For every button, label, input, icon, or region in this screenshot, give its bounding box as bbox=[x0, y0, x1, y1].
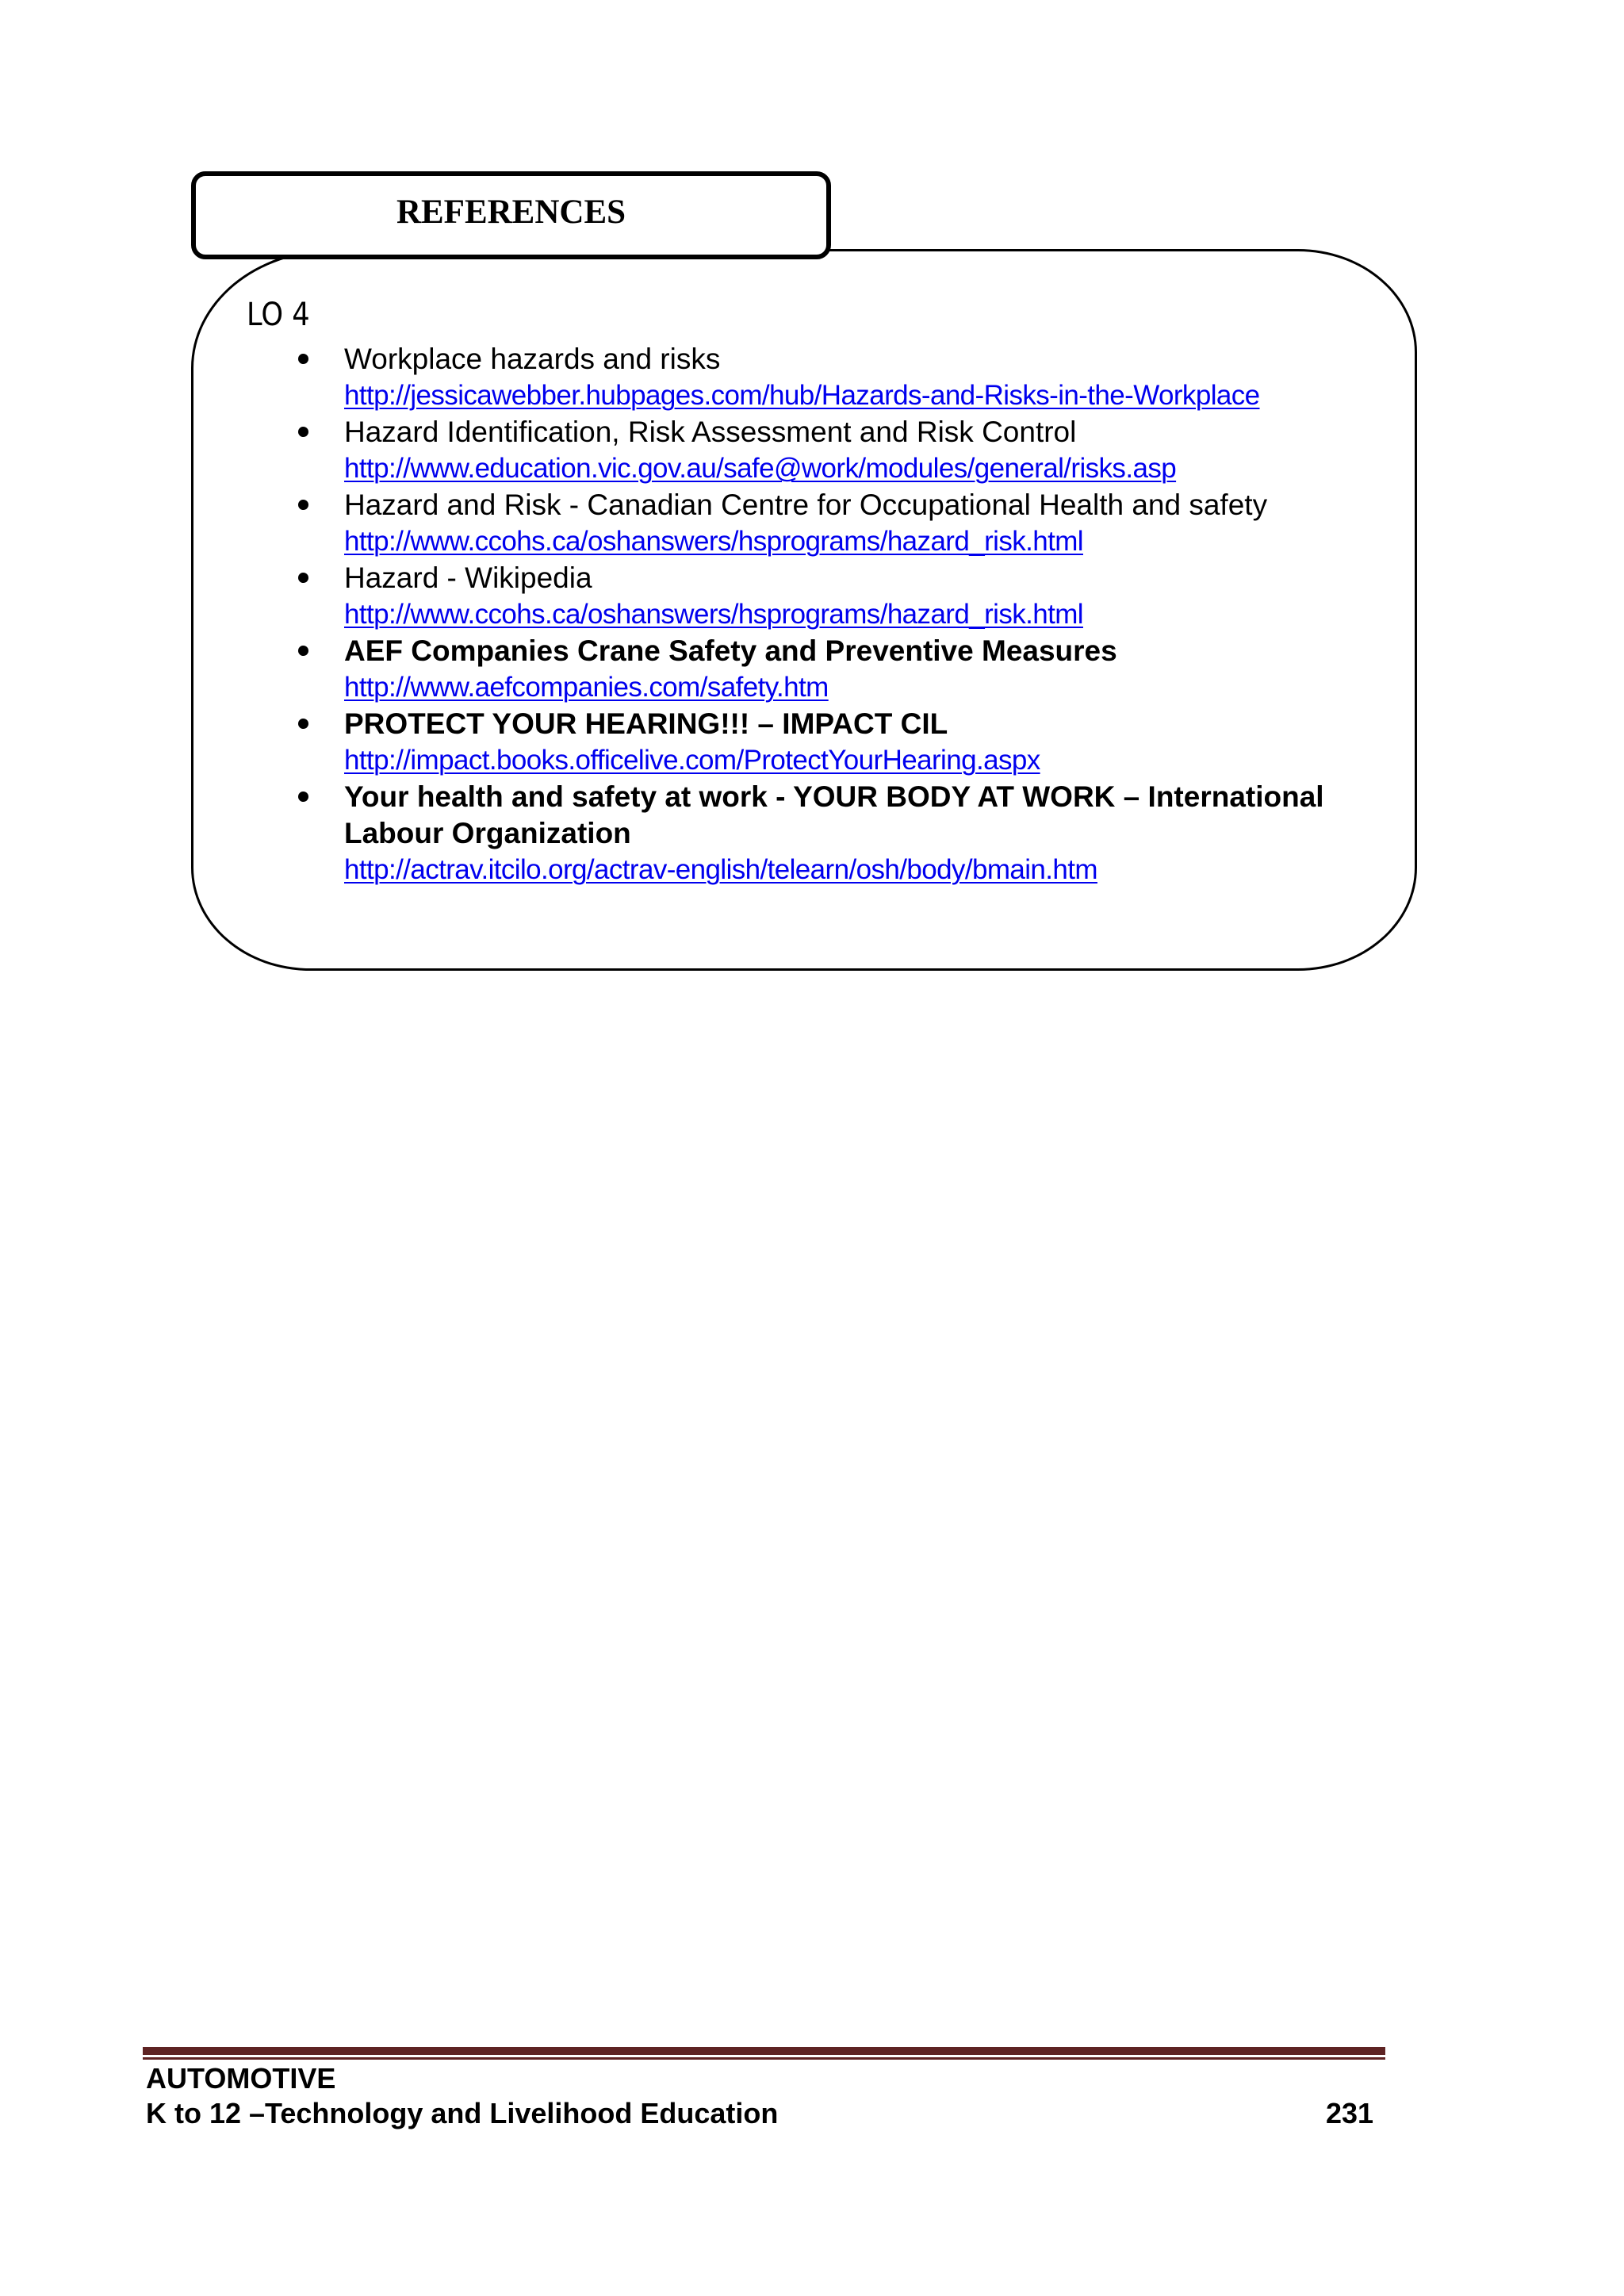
reference-link[interactable]: http://jessicawebber.hubpages.com/hub/Hazards-and-Risks-in-the-Workplace bbox=[344, 380, 1260, 411]
list-item bbox=[344, 341, 1375, 414]
bullet-icon bbox=[298, 792, 308, 802]
list-item bbox=[344, 633, 1375, 706]
list-item bbox=[344, 706, 1375, 779]
reference-link[interactable]: http://www.education.vic.gov.au/safe@work/modules/general/risks.asp bbox=[344, 453, 1177, 484]
page-title: REFERENCES bbox=[396, 194, 626, 231]
footer-course: K to 12 –Technology and Livelihood Education bbox=[146, 2097, 779, 2129]
reference-title: AEF Companies Crane Safety and Preventive Measures bbox=[344, 634, 1117, 667]
bullet-icon bbox=[298, 573, 308, 583]
bullet-icon bbox=[298, 719, 308, 729]
reference-title: Hazard - Wikipedia bbox=[344, 562, 592, 594]
reference-title: Hazard Identification, Risk Assessment and Risk Control bbox=[344, 416, 1077, 448]
bullet-icon bbox=[298, 427, 308, 437]
list-item bbox=[344, 487, 1375, 560]
reference-title: PROTECT YOUR HEARING!!! – IMPACT CIL bbox=[344, 707, 948, 740]
list-item bbox=[344, 560, 1375, 633]
reference-link[interactable]: http://impact.books.officelive.com/ProtectYourHearing.aspx bbox=[344, 745, 1040, 776]
section-label: LO 4 bbox=[247, 297, 310, 333]
reference-link[interactable]: http://actrav.itcilo.org/actrav-english/telearn/osh/body/bmain.htm bbox=[344, 854, 1097, 885]
bullet-icon bbox=[298, 500, 308, 510]
reference-title: Hazard and Risk - Canadian Centre for Occupational Health and safety bbox=[344, 489, 1268, 521]
reference-link[interactable]: http://www.ccohs.ca/oshanswers/hsprograms/hazard_risk.html bbox=[344, 599, 1083, 630]
reference-link[interactable]: http://www.aefcompanies.com/safety.htm bbox=[344, 672, 829, 703]
footer-divider bbox=[143, 2047, 1385, 2055]
footer-divider-thin bbox=[143, 2057, 1385, 2060]
references-title-box bbox=[191, 171, 831, 259]
page-number: 231 bbox=[1326, 2097, 1374, 2129]
list-item bbox=[344, 779, 1391, 888]
reference-link[interactable]: http://www.ccohs.ca/oshanswers/hsprograms/hazard_risk.html bbox=[344, 526, 1083, 557]
bullet-icon bbox=[298, 646, 308, 656]
footer-subject: AUTOMOTIVE bbox=[146, 2062, 336, 2095]
list-item bbox=[344, 414, 1375, 487]
bullet-icon bbox=[298, 354, 308, 364]
reference-title: Your health and safety at work - YOUR BODY AT WORK – International Labour Organization bbox=[344, 780, 1332, 849]
reference-title: Workplace hazards and risks bbox=[344, 343, 721, 375]
